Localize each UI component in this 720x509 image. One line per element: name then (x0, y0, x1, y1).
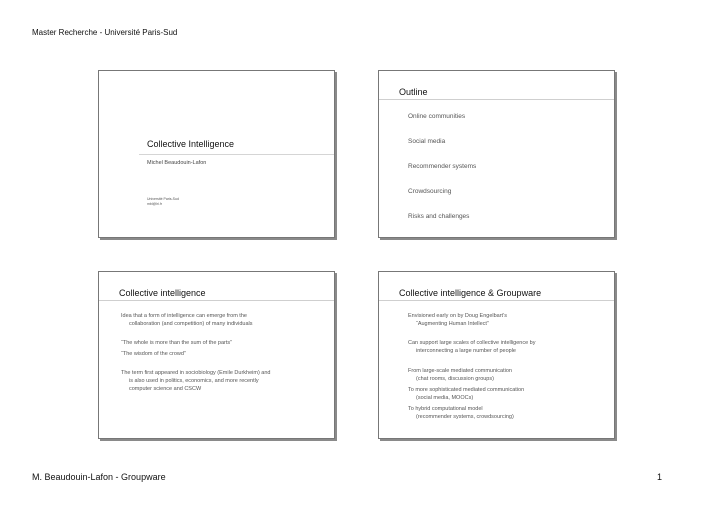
paragraph-line: (chat rooms, discussion groups) (416, 376, 494, 382)
paragraph-line: (recommender systems, crowdsourcing) (416, 414, 514, 420)
slide-paragraph (408, 312, 507, 328)
outline-item: Recommender systems (408, 163, 477, 170)
slide-title (98, 70, 335, 238)
paragraph-line: The term first appeared in sociobiology (Emile Durkheim) and (121, 370, 271, 376)
paragraph-line: Idea that a form of intelligence can emerge from the (121, 313, 247, 319)
slide-author: Michel Beaudouin-Lafon (147, 160, 207, 166)
slide-paragraph (121, 350, 186, 358)
outline-item: Online communities (408, 113, 466, 120)
paragraph-line: “Augmenting Human Intellect” (416, 321, 489, 327)
slide-paragraph (121, 312, 253, 328)
slide-paragraph (121, 339, 232, 347)
slide-heading: Outline (379, 87, 614, 100)
slide-paragraph (408, 405, 514, 421)
slide-collective-intelligence (98, 271, 335, 439)
affiliation-university: Université Paris-Sud (147, 197, 179, 201)
page-number: 1 (657, 472, 663, 482)
paragraph-line: “The whole is more than the sum of the parts” (121, 340, 232, 346)
slide-title-heading: Collective Intelligence (147, 139, 235, 149)
page-footer-author: M. Beaudouin-Lafon - Groupware (32, 472, 166, 482)
slide-groupware (378, 271, 615, 439)
title-divider (139, 154, 334, 155)
slide-affiliation (147, 197, 179, 207)
slide-heading: Collective intelligence & Groupware (379, 288, 614, 301)
page-header: Master Recherche - Université Paris-Sud (32, 28, 178, 37)
outline-item: Risks and challenges (408, 213, 470, 220)
paragraph-line: is also used in politics, economics, and more recently (129, 378, 259, 384)
paragraph-line: (social media, MOOCs) (416, 395, 474, 401)
slide-heading: Collective intelligence (99, 288, 334, 301)
paragraph-line: To more sophisticated mediated communication (408, 387, 525, 393)
slide-paragraph (408, 367, 512, 383)
paragraph-line: “The wisdom of the crowd” (121, 351, 186, 357)
slide-paragraph (121, 369, 270, 393)
paragraph-line: Envisioned early on by Doug Engelbart’s (408, 313, 507, 319)
outline-item: Crowdsourcing (408, 188, 452, 195)
paragraph-line: interconnecting a large number of people (416, 348, 516, 354)
paragraph-line: From large-scale mediated communication (408, 368, 512, 374)
slide-outline (378, 70, 615, 238)
slide-paragraph (408, 386, 524, 402)
outline-item: Social media (408, 138, 446, 145)
paragraph-line: Can support large scales of collective intelligence by (408, 340, 536, 346)
paragraph-line: To hybrid computational model (408, 406, 483, 412)
paragraph-line: computer science and CSCW (129, 386, 202, 392)
slide-paragraph (408, 339, 536, 355)
affiliation-email: mbl@lri.fr (147, 202, 163, 206)
paragraph-line: collaboration (and competition) of many individuals (129, 321, 253, 327)
